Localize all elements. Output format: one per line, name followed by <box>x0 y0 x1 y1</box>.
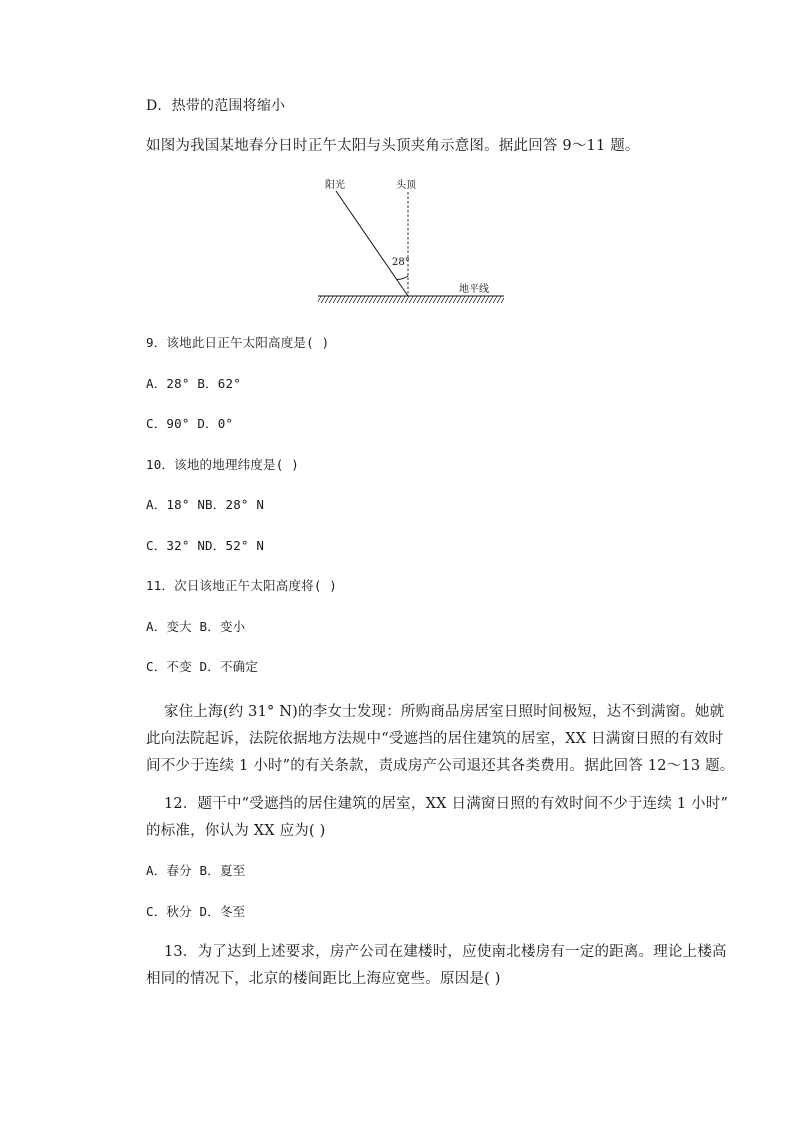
horizon-label: 地平线 <box>459 284 489 295</box>
sunlight-label: 阳光 <box>325 180 345 191</box>
question-10: 10．该地的地理纬度是( ) <box>146 457 299 472</box>
ground-hatching <box>318 296 504 303</box>
question-11: 11．次日该地正午太阳高度将( ) <box>146 578 338 593</box>
sunlight-ray <box>336 191 408 296</box>
question-9-options-ab: A．28° B．62° <box>146 376 241 391</box>
question-10-options-cd: C．32° ND．52° N <box>146 538 265 553</box>
question-9: 9．该地此日正午太阳高度是( ) <box>146 335 330 350</box>
question-12-options-ab: A．春分 B．夏至 <box>146 863 246 878</box>
zenith-label: 头顶 <box>396 180 416 191</box>
question-13: 13．为了达到上述要求，房产公司在建楼时，应使南北楼房有一定的距离。理论上楼高 <box>164 944 727 960</box>
question-10-options-ab: A．18° NB．28° N <box>146 497 265 512</box>
passage-12-13-line-2: 此向法院起诉，法院依据地方法规中“受遮挡的居住建筑的居室，XX 日满窗日照的有效时 <box>146 731 724 747</box>
question-12-options-cd: C．秋分 D．冬至 <box>146 904 246 919</box>
passage-12-13-line-3: 间不少于连续 1 小时”的有关条款，责成房产公司退还其各类费用。据此回答 12～13 题。 <box>146 758 735 774</box>
passage-12-13-line-1: 家住上海(约 31° N)的李女士发现：所购商品房居室日照时间极短，达不到满窗。她就 <box>164 704 725 720</box>
question-11-options-ab: A．变大 B．变小 <box>146 619 246 634</box>
question-12-continued: 的标准，你认为 XX 应为( ) <box>146 823 326 839</box>
question-11-options-cd: C．不变 D．不确定 <box>146 659 259 674</box>
question-9-options-cd: C．90° D．0° <box>146 416 234 431</box>
sun-angle-diagram <box>312 172 512 317</box>
option-d-previous-question: D．热带的范围将缩小 <box>146 98 286 114</box>
question-12: 12．题干中“受遮挡的居住建筑的居室，XX 日满窗日照的有效时间不少于连续 1 小时” <box>164 796 729 812</box>
angle-label: 28° <box>392 257 410 268</box>
angle-arc <box>397 276 408 280</box>
question-13-continued: 相同的情况下，北京的楼间距比上海应宽些。原因是( ) <box>146 971 501 987</box>
question-group-intro-9-11: 如图为我国某地春分日时正午太阳与头顶夹角示意图。据此回答 9～11 题。 <box>146 138 640 154</box>
